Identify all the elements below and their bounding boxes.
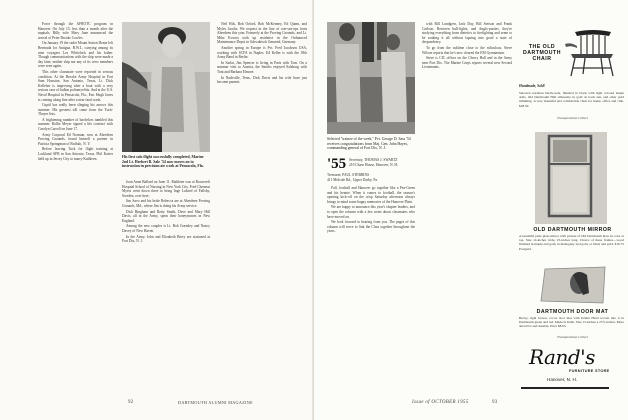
paragraph: Cupid has really been slinging his arrows this summer. His greatest toll came from the Tuck-Thayer lists. (38, 103, 113, 117)
chair-title-line: CHAIR (532, 56, 552, 62)
paragraph: Jim Savo and his bride Rebecca are at Aberdeen Proving Grounds, Md., where Jim is doing his Army service. (122, 199, 210, 208)
chair-title (517, 44, 567, 62)
doormat-ad (517, 265, 628, 339)
paragraph: Among the new couples is Lt. Bob Gormley and Nancy Davey of New Haven. (122, 224, 210, 233)
paragraph: Neil Hils, Bob Orford, Bob McKenney, Ed Quinn, and Myles Jacobs. We request in the line of war-sea-ops from Aberdeen this year. Formerly at the Proving Grounds, and Lt. Mike Kovacs took up residence in the Ordnanced Maintenance Depot in Schwabisch Gmuend, Germany. (217, 22, 307, 45)
rands-store-ad (517, 345, 628, 397)
doormat-icon (539, 265, 609, 305)
paragraph: Before leaving Tuck for flight training at Lackland AFB in San Antonio, Texas, Phil Kaiser held up in Jersey City to marry Kathleen. (38, 147, 113, 161)
mirror-ad (517, 130, 628, 251)
award-image-icon (327, 22, 415, 134)
left-column-2 (122, 180, 210, 394)
left-page-number: 92 (128, 400, 134, 405)
right-column-1 (327, 186, 415, 394)
chair-tagline: Handmade, Sold! (519, 84, 546, 88)
chair-shipping: Transportation Collect (557, 116, 588, 120)
store-name-logo: Rand's (529, 345, 595, 369)
pilot-image-icon (122, 22, 210, 152)
right-page-number: 93 (492, 400, 498, 405)
paragraph: Dick Bingham and Betty Smith, Dave and Mary Hill Davis, all in the Army, spent their honeymoons in New England. (122, 209, 210, 223)
paragraph: On January 19 the cadet Mount Sutton Home left Bermuda for Antigua, B.W.I., carrying among its nine voyagers Les Whitelock and his father. Though communications with the ship were made a day later, neither ship nor any of its crew members were seen again. (38, 41, 113, 69)
paragraph: In the Army, John and Elizabeth Berry are stationed at Fort Dix, N. J. (122, 234, 210, 244)
paragraph: Steve is CIC officer on the Cherry Hall and in the Army near Fort Dix. The Marine Corps reports several new Second Lieutenants. (422, 56, 512, 70)
doormat-description: Heavy, light brown, cocoa door mat with Indian Head woven into it in Dartmouth green and red. Made in India. Size 15-inches x 25½-inches. More attractive and durable. Price $8.65. (519, 316, 624, 329)
paragraph: This other classmate were reported in serious condition. At the Brooke Army Hospital in Fort Sam Houston, San Antonio, Texas, Lt. Dick Kelleher is improving after a bout with a very serious case of bulbar poliomyelitis. And at the U.S. Naval Hospital in Pensacola, Fla., Ens. Hugh Jones is coming along fine after a near fatal crash. (38, 69, 113, 102)
right-column-2 (422, 22, 512, 394)
paragraph: Force through the AFROTC program in Hanover. On July 15, less than a month after the nuptials, Billy wife Mary Jane announced the arrival of Peter Brooks Cowles. (38, 22, 113, 40)
paragraph: Another spring in Europe is Pvt. Fred Jacobsen USA, working with SCFA in Naples. Ed Keller is with the 39th Army Band in Berlin. (217, 45, 307, 60)
store-location: Hanover, N. H. (547, 377, 578, 382)
chair-title-line: THE OLD (528, 44, 556, 50)
paragraph: We are happy to announce this year's chapter leaders, and to open the column with a few notes about classmates who have moved on. (327, 205, 415, 219)
chair-icon (561, 28, 621, 78)
pilot-photo-caption: His first solo flight successfully completed, Marine 2nd Lt. Herbert B. Sale '54 now moves on to instruction in precision air work at Pensacola, Fla. (122, 155, 204, 169)
class-treasurer: Treasurer, PAUL STEBBINS (327, 173, 370, 177)
chair-ad (517, 22, 628, 122)
class-treasurer-address: 411 Midvale Rd., Upper Darby, Pa. (327, 178, 378, 182)
chair-description: Selected northern hardwoods, finished in black with light colored maple arms. Old Dartmouth Hall silhouette in gold on back slat, and other gold trimming. A very beautiful and comfortable chair for home, office and club. $28.50. (519, 91, 624, 108)
chair-title-line: DARTMOUTH (523, 50, 561, 56)
paragraph: Joan Anne Ballard on June 11. Rathleen was at Roosevelt Hospital School of Nursing in New York City. Fred Chestnut Myers went down there to bring Inge Lalsted of Fallsby, Sweden, over here. (122, 180, 210, 198)
paragraph: with Bill Lundgren, Jack Day, Bill Stetson and Frank Carlson. Between bull-fights, and Anglo-parties, they're studying everything from dietetics to firefighting and seem to be soaking it all without lapsing into good a state of despondency. (422, 22, 512, 45)
left-column-1 (38, 22, 113, 394)
award-photo (327, 22, 415, 134)
mirror-description: A beautiful plate glass mirror with picture of Old Dartmouth Row in color at top. Size 14-inches wide, 25-inches long. Choice of these frames—wood finished in maple and gold, in mahogany and gold, or black and gold. $16.75 Postpaid. (519, 234, 624, 251)
left-running-title: DARTMOUTH ALUMNI MAGAZINE (178, 400, 253, 405)
pilot-photo (122, 22, 210, 152)
paragraph: To go from the sublime close to the ridiculous, Steve Wilson reports that he's now cleared the EM Gymnasium. (422, 45, 512, 55)
paragraph: In Nashville, Tenn., Dick Davis and his wife have just become parents. (217, 75, 307, 85)
class-heading (327, 155, 346, 173)
class-secretary-address: 210 Chase House, Hanover, N. H. (349, 163, 398, 167)
paragraph: In Sarlat, Jim Spencer is living in Paris with Tom. On a summer visit to Austria, the Smiths enjoyed Salzburg with Toni and Barbara Elmore. (217, 60, 307, 74)
mirror-title: OLD DARTMOUTH MIRROR (533, 227, 612, 233)
award-photo-caption: Selected "trainee of the week," Pvt. George D. Sass '54 receives congratulations from Maj. Gen. John Hayes, commanding general of Fort Dix, N. J. (327, 137, 411, 151)
left-column-3 (217, 22, 307, 394)
class-secretary: Secretary, THOMAS J. SWARTZ (349, 158, 398, 162)
doormat-title: DARTMOUTH DOOR MAT (536, 309, 609, 315)
mirror-icon (535, 132, 607, 224)
paragraph: We look forward to hearing from you. The pages of this column will serve to link the Class together throughout the years. (327, 220, 415, 234)
paragraph: Fall, football and Hanover go together like a Pea-Green and his beanie. When it comes to football, the season's opening kick-off on the crisp Saturday afternoon always brings to mind some happy memories of the Hanover Plain. (327, 186, 415, 204)
ad-divider (521, 387, 609, 389)
store-subtitle: FURNITURE STORE (569, 369, 610, 373)
right-running-title: Issue of OCTOBER 1955 (412, 400, 469, 405)
doormat-shipping: Transportation Collect (557, 335, 588, 339)
class-year: '55 (327, 156, 347, 172)
paragraph: Army Corporal Ed Norman, now at Aberdeen Proving Grounds, found himself a partner in Patricia Springman of Buffalo, N. Y. (38, 132, 113, 146)
paragraph: A frightening number of bachelors tumbled this summer. Rollie Meyer signed a life contract with Carolyn Carroll on June 17. (38, 117, 113, 132)
